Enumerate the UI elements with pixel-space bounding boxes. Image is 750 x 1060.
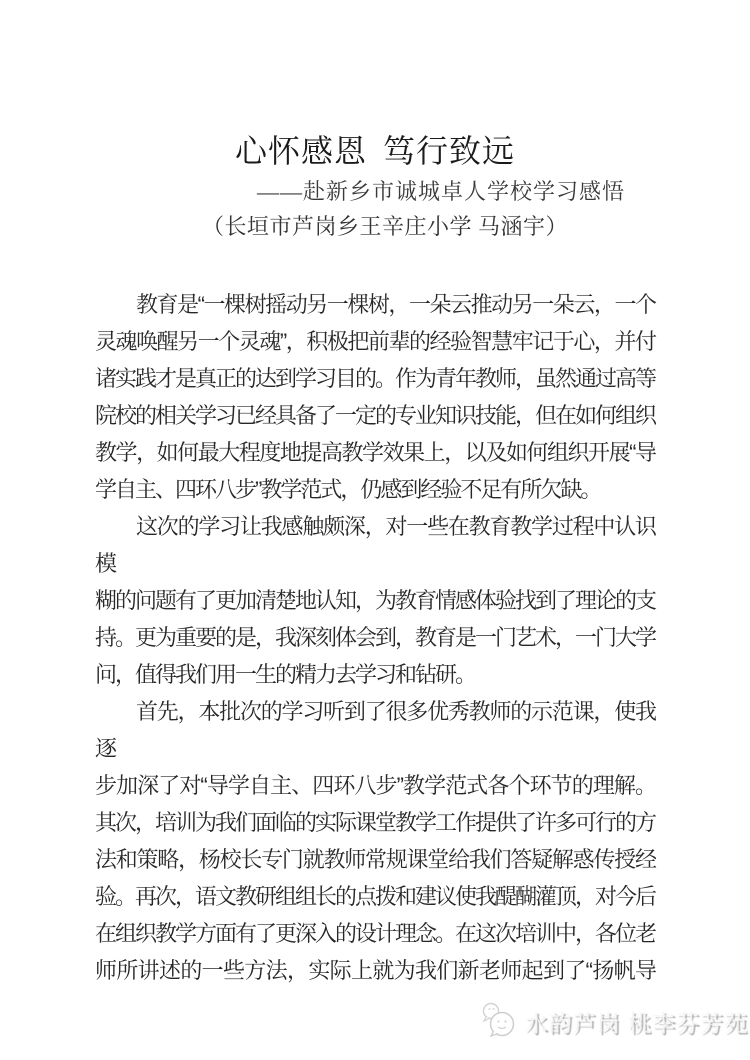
paragraph <box>95 508 655 693</box>
paragraph <box>95 286 655 508</box>
text-line: 这次的学习让我感触颇深，对一些在教育教学过程中认识模 <box>95 514 655 576</box>
text-line: 学自主、四环八步”教学范式，仍感到经验不足有所欠缺。 <box>95 477 601 502</box>
text-line: 灵魂唤醒另一个灵魂”，积极把前辈的经验智慧牢记于心，并付 <box>95 329 655 354</box>
text-line: 首先，本批次的学习听到了很多优秀教师的示范课，使我逐 <box>95 699 655 761</box>
text-line: 法和策略，杨校长专门就教师常规课堂给我们答疑解惑传授经 <box>95 847 655 872</box>
text-line: 诸实践才是真正的达到学习目的。作为青年教师，虽然通过高等 <box>95 366 656 391</box>
watermark-text: 水韵芦岗 桃李芬芳苑 <box>524 1009 748 1036</box>
article-body <box>95 286 655 989</box>
page-subtitle: ——赴新乡市诚城卓人学校学习感悟 <box>256 179 625 204</box>
text-line: 持。更为重要的是，我深刻体会到，教育是一门艺术，一门大学 <box>95 625 656 650</box>
page-title: 心怀感恩 笃行致远 <box>235 133 515 169</box>
watermark <box>478 1000 748 1042</box>
text-line: 问，值得我们用一生的精力去学习和钻研。 <box>95 662 476 687</box>
text-line: 在组织教学方面有了更深入的设计理念。在这次培训中，各位老 <box>95 921 656 946</box>
text-line: 教学，如何最大程度地提高教学效果上，以及如何组织开展“导 <box>95 440 655 465</box>
author-byline: （长垣市芦岗乡王辛庄小学 马涵宇） <box>201 214 568 239</box>
text-line: 糊的问题有了更加清楚地认知，为教育情感体验找到了理论的支 <box>95 588 656 613</box>
text-line: 其次，培训为我们面临的实际课堂教学工作提供了许多可行的方 <box>95 810 656 835</box>
text-line: 院校的相关学习已经具备了一定的专业知识技能，但在如何组织 <box>95 403 656 428</box>
text-line: 步加深了对“导学自主、四环八步”教学范式各个环节的理解。 <box>95 773 655 798</box>
chat-bubbles-smiley-logo-icon <box>478 1000 520 1042</box>
text-line: 教育是“一棵树摇动另一棵树，一朵云推动另一朵云，一个 <box>136 292 655 317</box>
text-line: 验。再次，语文教研组组长的点拨和建议使我醍醐灌顶，对今后 <box>95 884 656 909</box>
paragraph <box>95 693 655 989</box>
text-line: 师所讲述的一些方法，实际上就为我们新老师起到了“扬帆导 <box>95 958 655 983</box>
